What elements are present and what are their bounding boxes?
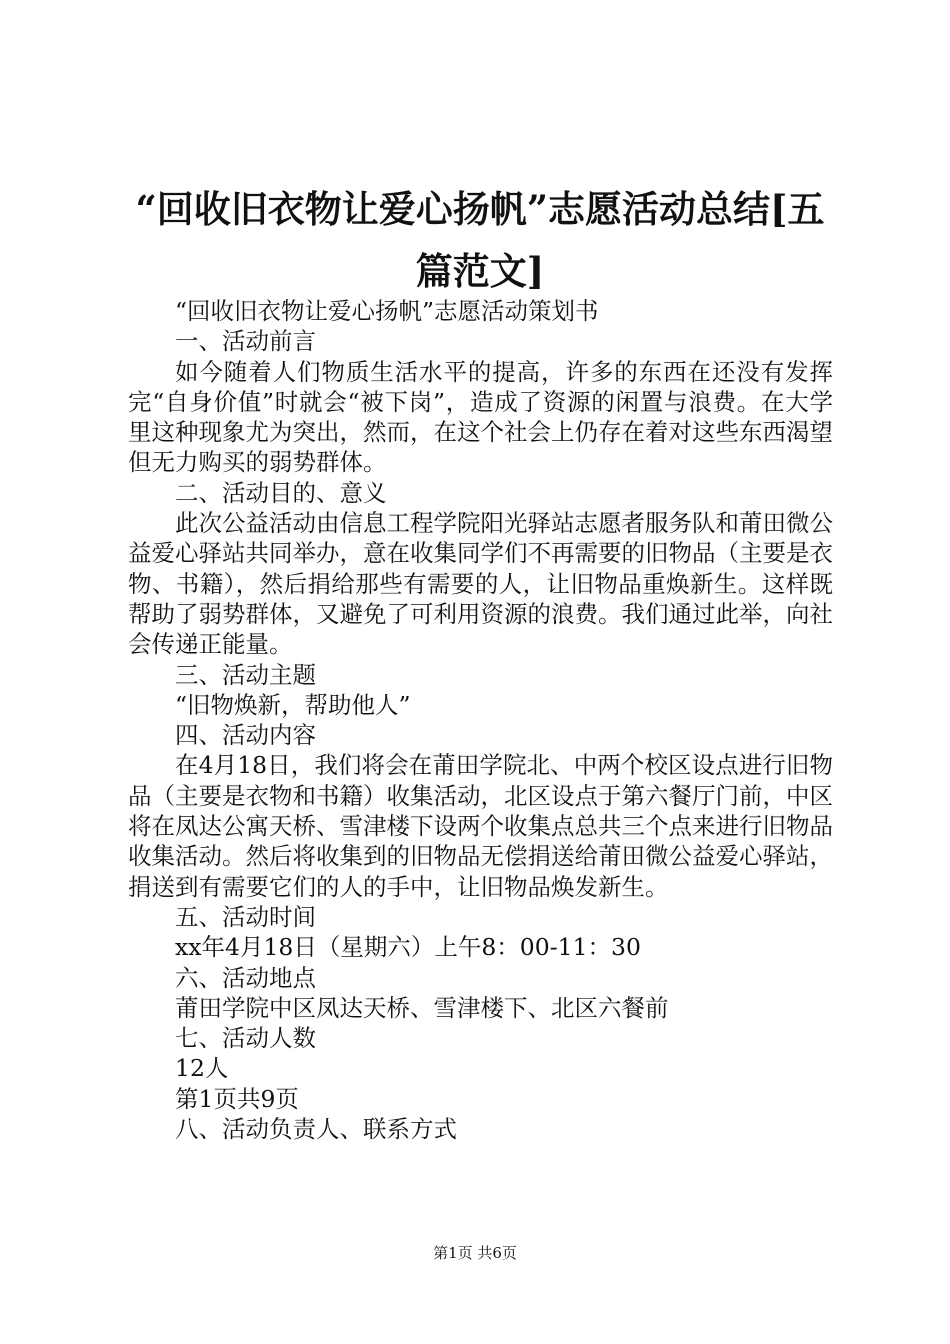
- page-footer: 第1页 共6页: [433, 1244, 517, 1262]
- paragraph-purpose: 此次公益活动由信息工程学院阳光驿站志愿者服务队和莆田微公益爱心驿站共同举办，意在收集同学们不再需要的旧物品（主要是衣物、书籍），然后捐给那些有需要的人，让旧物品重焕新生。这样既帮助了弱势群体，又避免了可利用资源的浪费。我们通过此举，向社会传递正能量。: [128, 509, 833, 659]
- paragraph-headcount: 12人: [175, 1054, 229, 1083]
- section-heading-location: 六、活动地点: [175, 963, 316, 992]
- section-heading-content: 四、活动内容: [175, 721, 316, 750]
- section-heading-theme: 三、活动主题: [175, 660, 316, 689]
- document-title: “回收旧衣物让爱心扬帆”志愿活动总结[五篇范文]: [135, 187, 825, 293]
- paragraph-location: 莆田学院中区凤达天桥、雪津楼下、北区六餐前: [175, 993, 669, 1022]
- section-heading-contact: 八、活动负责人、联系方式: [175, 1115, 457, 1144]
- paragraph-content: 在4月18日，我们将会在莆田学院北、中两个校区设点进行旧物品（主要是衣物和书籍）收集活动，北区设点于第六餐厅门前，中区将在凤达公寓天桥、雪津楼下设两个收集点总共三个点来进行旧物品收集活动。然后将收集到的旧物品无偿捐送给莆田微公益爱心驿站，捐送到有需要它们的人的手中，让旧物品焕发新生。: [128, 751, 833, 901]
- plan-heading: “回收旧衣物让爱心扬帆”志愿活动策划书: [175, 297, 599, 325]
- section-heading-purpose: 二、活动目的、意义: [175, 478, 387, 507]
- paragraph-theme: “旧物焕新，帮助他人”: [175, 690, 411, 719]
- section-heading-preface: 一、活动前言: [175, 327, 316, 356]
- document-body: [128, 296, 833, 1144]
- paragraph-preface: 如今随着人们物质生活水平的提高，许多的东西在还没有发挥完“自身价值”时就会“被下岗”，造成了资源的闲置与浪费。在大学里这种现象尤为突出，然而，在这个社会上仍存在着对这些东西渴望但无力购买的弱势群体。: [128, 357, 833, 477]
- inline-page-marker: 第1页共9页: [175, 1084, 299, 1113]
- section-heading-headcount: 七、活动人数: [175, 1024, 316, 1053]
- paragraph-time: xx年4月18日（星期六）上午8：00-11：30: [175, 933, 641, 962]
- section-heading-time: 五、活动时间: [175, 902, 316, 931]
